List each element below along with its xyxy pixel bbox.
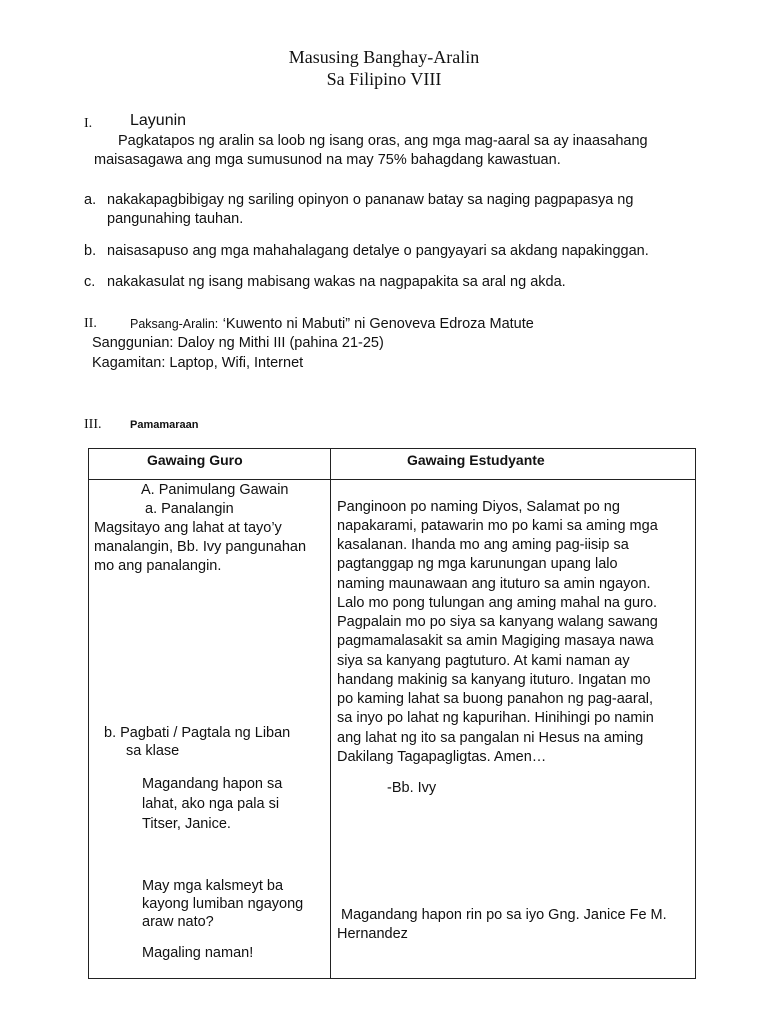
- teacher-header-cell: [89, 449, 331, 480]
- prayer-text-line-3: kasalanan. Ihanda mo ang aming pag-iisip sa: [337, 537, 629, 553]
- prayer-signature: -Bb. Ivy: [387, 780, 437, 796]
- section-3-numeral: III.: [84, 417, 102, 432]
- prayer-text-line-13: ang lahat ng ito sa pangalan ni Hesus na aming: [337, 730, 644, 746]
- table-header-row: [89, 449, 696, 480]
- objective-a-line-2: pangunahing tauhan.: [107, 211, 244, 227]
- absence-question-line-1: May mga kalsmeyt ba: [142, 878, 284, 894]
- greeting-line-1: Magandang hapon sa: [142, 776, 283, 792]
- objectives-intro-line-1: Pagkatapos ng aralin sa loob ng isang oras, ang mga mag-aaral sa ay inaasahang: [118, 133, 648, 149]
- prayer-instruction-line-3: mo ang panalangin.: [94, 558, 222, 574]
- prayer-text-line-1: Panginoon po naming Diyos, Salamat po ng: [337, 499, 620, 515]
- subject-matter-topic: ‘Kuwento ni Mabuti” ni Genoveva Edroza Matute: [222, 316, 534, 332]
- table-body-row: [89, 480, 696, 979]
- prayer-text-line-11: po kaming lahat sa buong panahon ng pag-aaral,: [337, 691, 654, 707]
- materials-line: Kagamitan: Laptop, Wifi, Internet: [92, 355, 304, 371]
- greeting-line-3: Titser, Janice.: [142, 816, 231, 832]
- teacher-column-header: Gawaing Guro: [147, 452, 243, 468]
- document-subtitle: Sa Filipino VIII: [326, 69, 442, 89]
- document-title: Masusing Banghay-Aralin: [288, 47, 480, 67]
- objective-b-marker: b.: [84, 243, 97, 259]
- prayer-text-line-6: Lalo mo pong tulungan ang aming mahal na guro.: [337, 595, 658, 611]
- section-3-heading: Pamamaraan: [130, 419, 199, 431]
- greeting-line-2: lahat, ako nga pala si: [142, 796, 280, 812]
- prayer-text-line-2: napakarami, patawarin mo po kami sa aming mga: [337, 518, 658, 534]
- absence-question-line-3: araw nato?: [142, 914, 214, 930]
- prayer-text-line-4: pagtanggap ng mga karunungan upang lalo: [337, 556, 618, 572]
- objective-c-marker: c.: [84, 274, 96, 290]
- part-a-heading: A. Panimulang Gawain: [141, 482, 289, 498]
- prayer-text-line-7: Pagpalain mo po siya sa kanyang walang sawang: [337, 614, 658, 630]
- prayer-text-line-12: sa inyo po lahat ng kapurihan. Hinihingi po namin: [337, 710, 654, 726]
- prayer-instruction-line-2: manalangin, Bb. Ivy pangunahan: [94, 539, 307, 555]
- student-activity-cell: [331, 480, 696, 979]
- procedure-table: [88, 448, 696, 979]
- prayer-instruction-line-1: Magsitayo ang lahat at tayo’y: [94, 520, 282, 536]
- objectives-intro-line-2: maisasagawa ang mga sumusunod na may 75% bahagdang kawastuan.: [94, 152, 561, 168]
- section-1-heading: Layunin: [130, 112, 187, 129]
- subject-matter-label: Paksang-Aralin:: [130, 317, 219, 331]
- objective-a-marker: a.: [84, 192, 97, 208]
- teacher-activity-cell: [89, 480, 331, 979]
- absence-question-line-2: kayong lumiban ngayong: [142, 896, 304, 912]
- praise-line: Magaling naman!: [142, 945, 254, 961]
- section-1-numeral: I.: [84, 116, 93, 131]
- prayer-text-line-9: siya sa kanyang pagtuturo. At kami naman ay: [337, 653, 630, 669]
- prayer-text-line-14: Dakilang Tagapagligtas. Amen…: [337, 749, 547, 765]
- prayer-text-line-10: handang makinig sa kanyang ituturo. Ingatan mo: [337, 672, 651, 688]
- objective-a-line-1: nakakapagbibigay ng sariling opinyon o pananaw batay sa naging pagpapasya ng: [107, 192, 634, 208]
- student-header-cell: [331, 449, 696, 480]
- greeting-reply-line-1: Magandang hapon rin po sa iyo Gng. Janice Fe M.: [341, 907, 667, 923]
- part-b-heading-line-2: sa klase: [126, 743, 180, 759]
- greeting-reply-line-2: Hernandez: [337, 926, 408, 942]
- objective-c-line-1: nakakasulat ng isang mabisang wakas na nagpapakita sa aral ng akda.: [107, 274, 566, 290]
- objective-b-line-1: naisasapuso ang mga mahahalagang detalye o pangyayari sa akdang napakinggan.: [107, 243, 649, 259]
- prayer-text-line-5: naming maunawaan ang ituturo sa amin ngayon.: [337, 576, 651, 592]
- prayer-subheading: a. Panalangin: [145, 501, 234, 517]
- prayer-text-line-8: pagmamalasakit sa amin Magiging masaya nawa: [337, 633, 654, 649]
- part-b-heading-line-1: b. Pagbati / Pagtala ng Liban: [104, 725, 291, 741]
- section-2-numeral: II.: [84, 316, 97, 331]
- subject-matter-line: [130, 315, 534, 333]
- reference-line: Sanggunian: Daloy ng Mithi III (pahina 21-25): [92, 335, 384, 351]
- student-column-header: Gawaing Estudyante: [407, 452, 545, 468]
